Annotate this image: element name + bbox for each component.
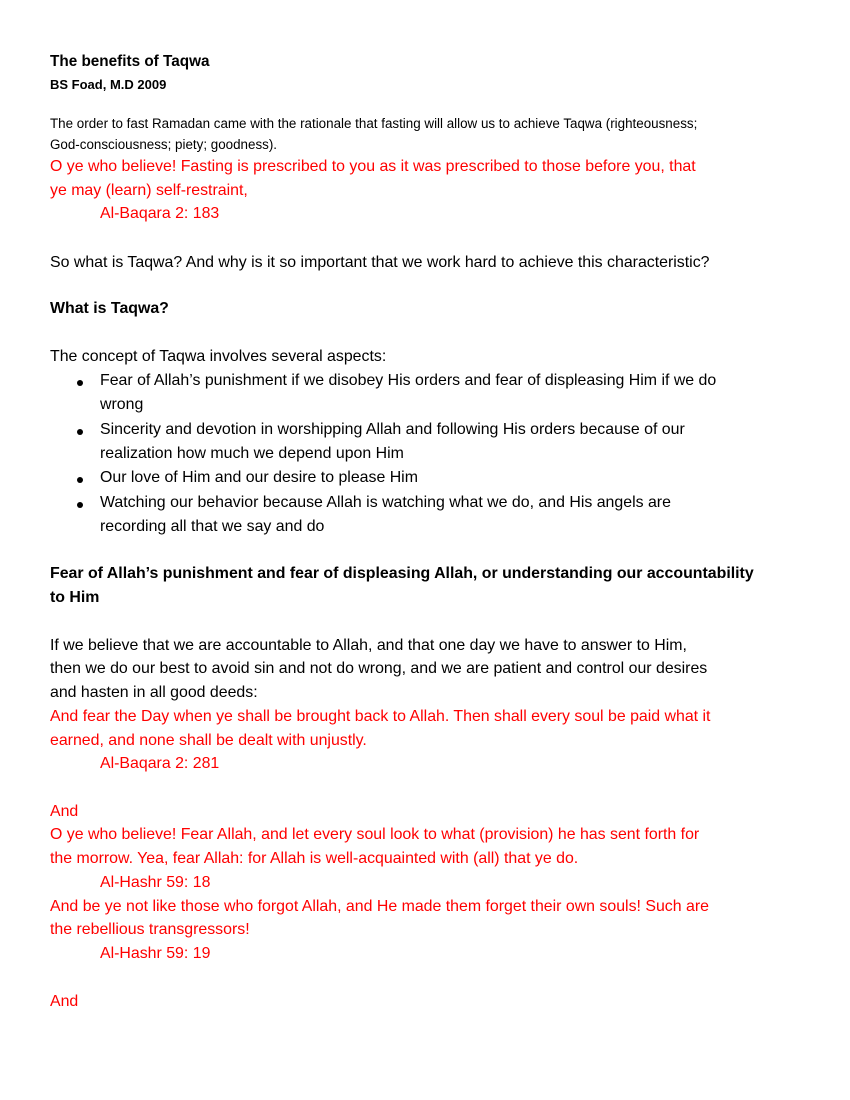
verse-3-reference: Al-Hashr 59: 18 (100, 874, 211, 891)
verse-1-line-1: O ye who believe! Fasting is prescribed to you as it was prescribed to those before you, that (50, 158, 696, 175)
paragraph-2-line-3: and hasten in all good deeds: (50, 684, 258, 701)
document-author: BS Foad, M.D 2009 (50, 77, 167, 92)
intro-line-1: The order to fast Ramadan came with the rationale that fasting will allow us to achieve Taqwa (righteousness; (50, 116, 698, 131)
section-heading-what-is-taqwa: What is Taqwa? (50, 300, 169, 317)
and-connector-2: And (50, 993, 79, 1010)
document-title: The benefits of Taqwa (50, 53, 210, 70)
bullet-2-line-2: realization how much we depend upon Him (100, 445, 404, 462)
verse-2-reference: Al-Baqara 2: 281 (100, 755, 220, 772)
bullet-4-line-1: Watching our behavior because Allah is watching what we do, and His angels are (100, 494, 671, 511)
bullet-3-line-1: Our love of Him and our desire to please Him (100, 469, 418, 486)
verse-3-line-1: O ye who believe! Fear Allah, and let every soul look to what (provision) he has sent forth for (50, 826, 700, 843)
bullet-2-line-1: Sincerity and devotion in worshipping Allah and following His orders because of our (100, 421, 685, 438)
paragraph-2-line-1: If we believe that we are accountable to Allah, and that one day we have to answer to Him, (50, 637, 687, 654)
intro-line-2: God-consciousness; piety; goodness). (50, 137, 278, 152)
verse-2-line-2: earned, and none shall be dealt with unjustly. (50, 732, 367, 749)
bullet-4-line-2: recording all that we say and do (100, 518, 325, 535)
section-heading-fear-line-2: to Him (50, 589, 100, 606)
verse-1-line-2: ye may (learn) self-restraint, (50, 182, 248, 199)
and-connector-1: And (50, 803, 79, 820)
verse-2-line-1: And fear the Day when ye shall be brought back to Allah. Then shall every soul be paid what it (50, 708, 711, 725)
verse-1-reference: Al-Baqara 2: 183 (100, 205, 220, 222)
verse-4-line-2: the rebellious transgressors! (50, 921, 250, 938)
bullet-marker (77, 429, 83, 435)
section-heading-fear-line-1: Fear of Allah’s punishment and fear of displeasing Allah, or understanding our accountability (50, 565, 754, 582)
verse-4-reference: Al-Hashr 59: 19 (100, 945, 211, 962)
bullet-1-line-1: Fear of Allah’s punishment if we disobey His orders and fear of displeasing Him if we do (100, 372, 717, 389)
question-line: So what is Taqwa? And why is it so important that we work hard to achieve this characteristic? (50, 254, 710, 271)
bullet-1-line-2: wrong (100, 396, 144, 413)
bullet-marker (77, 502, 83, 508)
bullet-marker (77, 380, 83, 386)
verse-4-line-1: And be ye not like those who forgot Allah, and He made them forget their own souls! Such are (50, 898, 709, 915)
paragraph-2-line-2: then we do our best to avoid sin and not do wrong, and we are patient and control our desires (50, 660, 708, 677)
verse-3-line-2: the morrow. Yea, fear Allah: for Allah is well-acquainted with (all) that ye do. (50, 850, 579, 867)
concept-intro: The concept of Taqwa involves several aspects: (50, 348, 387, 365)
bullet-marker (77, 477, 83, 483)
